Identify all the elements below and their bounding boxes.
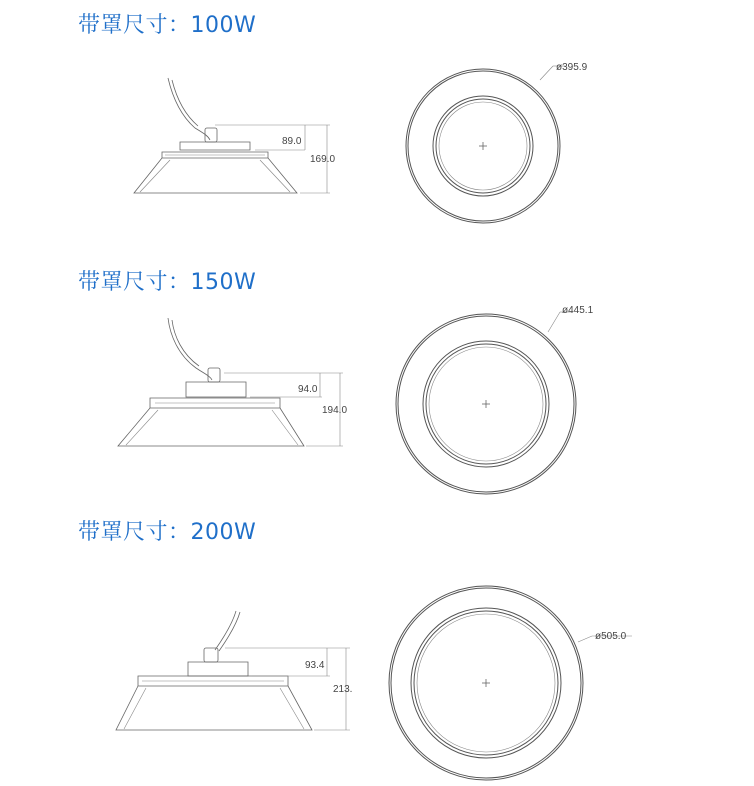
side-view-200w — [116, 611, 352, 730]
section-title-200w: 带罩尺寸：200W — [78, 520, 257, 545]
top-view-100w — [406, 62, 588, 223]
side-view-150w — [118, 318, 347, 446]
section-title-100w: 带罩尺寸：100W — [78, 13, 257, 38]
side-view-100w — [134, 78, 335, 193]
dim-diameter-100w: ø395.9 — [556, 62, 588, 73]
dim-total-height-200w: 213. — [333, 684, 353, 695]
section-title-150w: 带罩尺寸：150W — [78, 270, 257, 295]
top-view-200w — [389, 586, 632, 780]
dim-body-height-150w: 94.0 — [298, 384, 318, 395]
dim-body-height-100w: 89.0 — [282, 136, 302, 147]
dim-diameter-150w: ø445.1 — [562, 305, 594, 316]
top-view-150w — [396, 305, 594, 494]
dim-body-height-200w: 93.4 — [305, 660, 325, 671]
dim-total-height-100w: 169.0 — [310, 154, 336, 165]
dim-diameter-200w: ø505.0 — [595, 631, 627, 642]
dim-total-height-150w: 194.0 — [322, 405, 348, 416]
